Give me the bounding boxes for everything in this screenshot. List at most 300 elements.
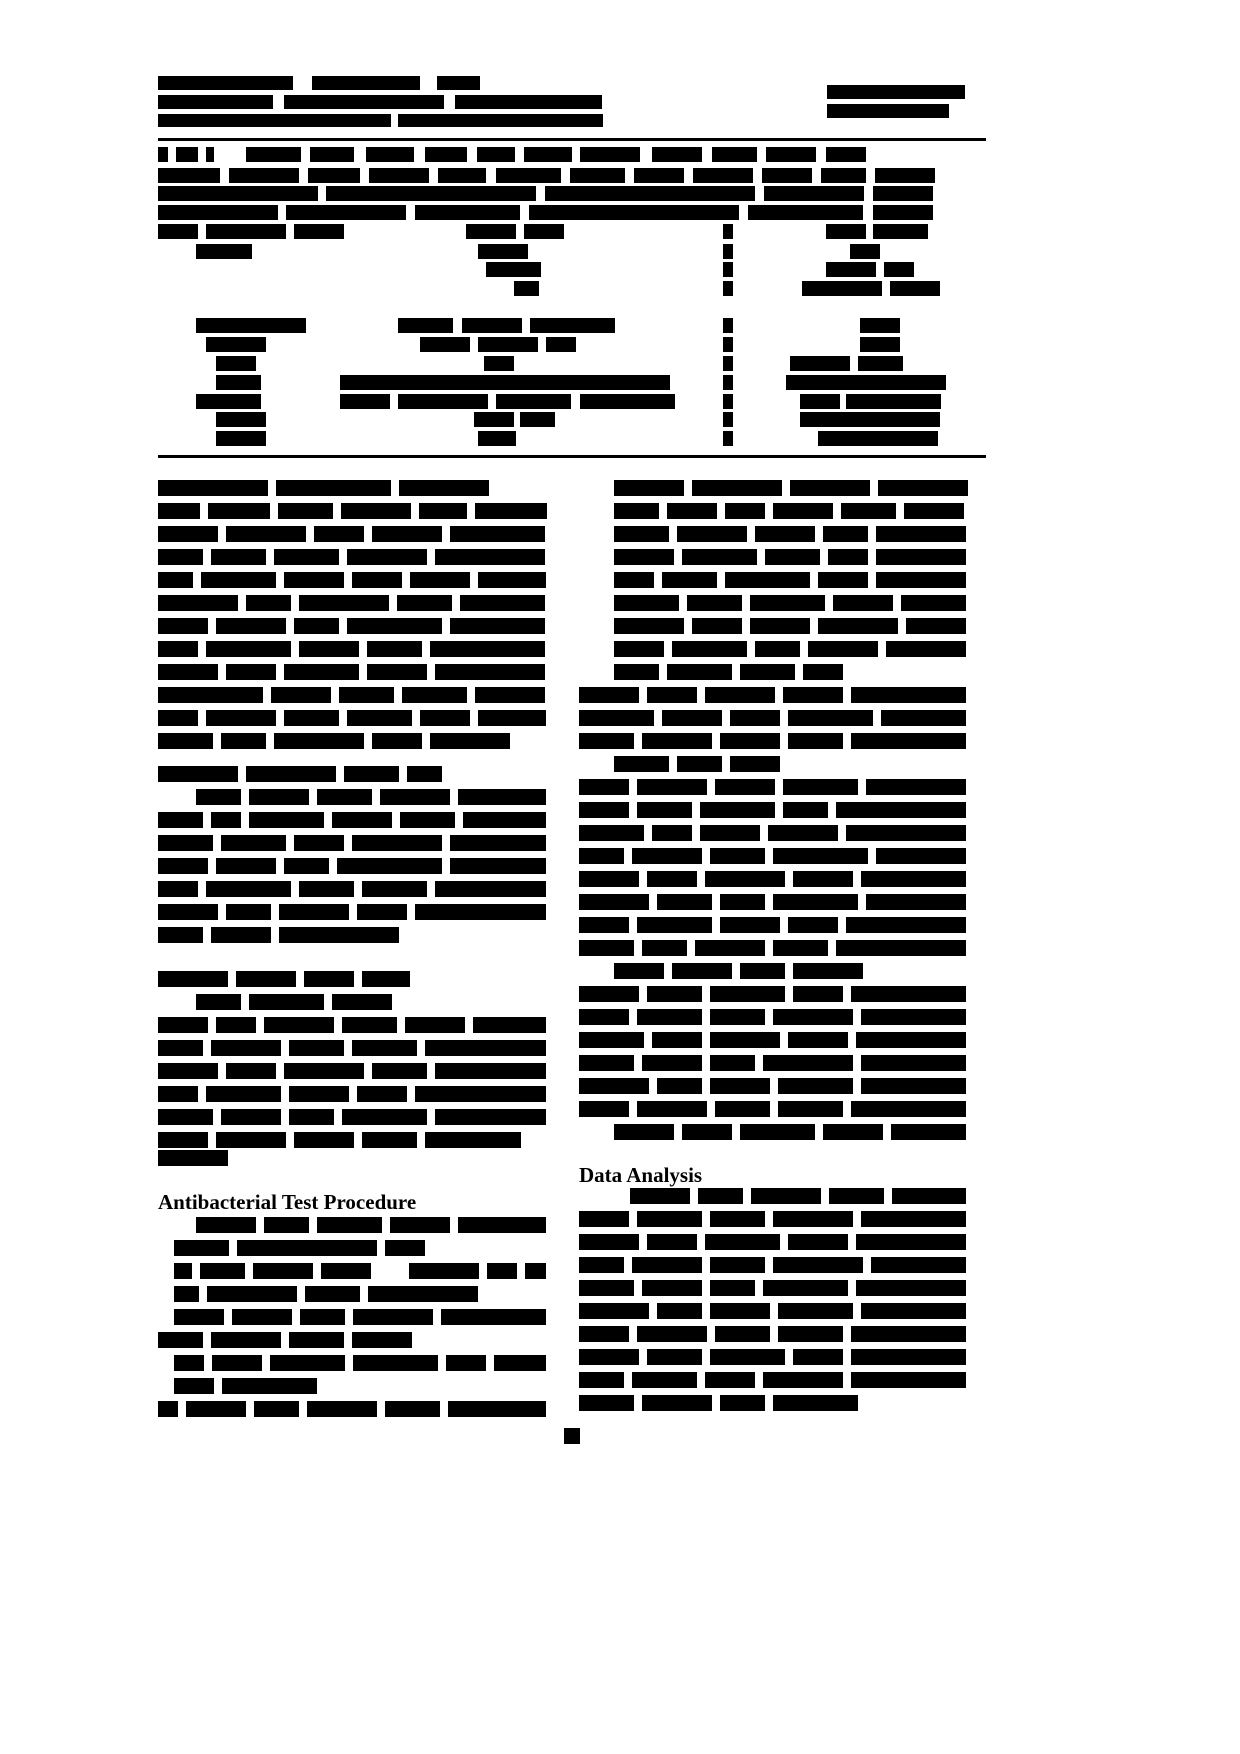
redacted-text-block: [158, 1040, 203, 1056]
redacted-text-block: [647, 1349, 702, 1365]
redacted-text-block: [425, 147, 467, 162]
redacted-text-block: [352, 1332, 412, 1348]
redacted-text-block: [800, 394, 840, 409]
redacted-text-block: [579, 802, 629, 818]
redacted-text-block: [875, 168, 935, 183]
redacted-text-block: [284, 572, 344, 588]
redacted-text-block: [579, 1055, 634, 1071]
redacted-text-block: [783, 779, 858, 795]
redacted-text-block: [637, 802, 692, 818]
redacted-text-block: [614, 1124, 674, 1140]
redacted-text-block: [196, 394, 261, 409]
redacted-text-block: [462, 318, 522, 333]
redacted-text-block: [642, 1055, 702, 1071]
redacted-text-block: [221, 1109, 281, 1125]
redacted-text-block: [748, 205, 863, 220]
redacted-text-block: [710, 986, 785, 1002]
redacted-text-block: [206, 641, 291, 657]
redacted-text-block: [723, 337, 733, 352]
redacted-text-block: [692, 618, 742, 634]
redacted-text-block: [846, 394, 941, 409]
redacted-text-block: [524, 147, 572, 162]
redacted-text-block: [529, 205, 739, 220]
redacted-text-block: [823, 526, 868, 542]
redacted-text-block: [579, 1032, 644, 1048]
redacted-text-block: [778, 1303, 853, 1319]
redacted-text-block: [672, 963, 732, 979]
redacted-text-block: [342, 1017, 397, 1033]
redacted-text-block: [174, 1378, 214, 1394]
redacted-text-block: [294, 835, 344, 851]
redacted-text-block: [397, 595, 452, 611]
redacted-text-block: [438, 168, 486, 183]
redacted-text-block: [369, 168, 429, 183]
redacted-text-block: [579, 1257, 624, 1273]
redacted-text-block: [710, 1349, 785, 1365]
redacted-text-block: [342, 1109, 427, 1125]
redacted-text-block: [362, 881, 427, 897]
redacted-text-block: [579, 825, 644, 841]
redacted-text-block: [402, 687, 467, 703]
redacted-text-block: [720, 894, 765, 910]
redacted-text-block: [455, 95, 602, 109]
redacted-text-block: [773, 1395, 858, 1411]
redacted-text-block: [300, 1309, 345, 1325]
redacted-text-block: [289, 1040, 344, 1056]
redacted-text-block: [207, 1286, 297, 1302]
redacted-text-block: [715, 1101, 770, 1117]
redacted-text-block: [700, 802, 775, 818]
redacted-text-block: [766, 147, 816, 162]
redacted-text-block: [514, 281, 539, 296]
redacted-text-block: [484, 356, 514, 371]
redacted-text-block: [372, 526, 442, 542]
redacted-text-block: [642, 940, 687, 956]
redacted-text-block: [415, 904, 546, 920]
redacted-text-block: [200, 1263, 245, 1279]
redacted-text-block: [881, 710, 966, 726]
redacted-text-block: [579, 733, 634, 749]
redacted-text-block: [332, 994, 392, 1010]
redacted-text-block: [337, 858, 442, 874]
redacted-text-block: [873, 186, 933, 201]
redacted-text-block: [851, 687, 966, 703]
redacted-text-block: [158, 205, 278, 220]
redacted-text-block: [206, 337, 266, 352]
redacted-text-block: [158, 835, 213, 851]
redacted-text-block: [347, 710, 412, 726]
redacted-text-block: [579, 1234, 639, 1250]
redacted-text-block: [496, 168, 561, 183]
redacted-text-block: [478, 337, 538, 352]
redacted-text-block: [579, 779, 629, 795]
redacted-text-block: [698, 1188, 743, 1204]
redacted-text-block: [158, 1150, 228, 1166]
redacted-text-block: [435, 881, 546, 897]
redacted-text-block: [826, 262, 876, 277]
redacted-text-block: [705, 1372, 755, 1388]
redacted-text-block: [710, 1055, 755, 1071]
redacted-text-block: [341, 503, 411, 519]
redacted-text-block: [279, 904, 349, 920]
redacted-text-block: [693, 168, 753, 183]
redacted-text-block: [818, 431, 938, 446]
redacted-text-block: [632, 1257, 702, 1273]
redacted-text-block: [579, 1009, 629, 1025]
redacted-text-block: [158, 224, 198, 239]
redacted-text-block: [579, 687, 639, 703]
redacted-text-block: [477, 147, 515, 162]
redacted-text-block: [614, 549, 674, 565]
redacted-text-block: [206, 147, 214, 162]
redacted-text-block: [715, 1326, 770, 1342]
redacted-text-block: [579, 1326, 629, 1342]
redacted-text-block: [667, 664, 732, 680]
redacted-text-block: [400, 812, 455, 828]
redacted-text-block: [871, 1257, 966, 1273]
redacted-text-block: [430, 733, 510, 749]
redacted-text-block: [415, 1086, 546, 1102]
redacted-text-block: [478, 710, 546, 726]
redacted-text-block: [873, 205, 933, 220]
redacted-text-block: [158, 904, 218, 920]
redacted-text-block: [196, 1217, 256, 1233]
redacted-text-block: [788, 710, 873, 726]
redacted-text-block: [314, 526, 364, 542]
redacted-text-block: [216, 431, 266, 446]
redacted-text-block: [730, 756, 780, 772]
redacted-text-block: [274, 733, 364, 749]
redacted-text-block: [818, 572, 868, 588]
redacted-text-block: [174, 1286, 199, 1302]
redacted-text-block: [740, 664, 795, 680]
redacted-text-block: [579, 894, 649, 910]
redacted-text-block: [860, 337, 900, 352]
redacted-text-block: [326, 186, 536, 201]
redacted-text-block: [614, 572, 654, 588]
redacted-text-block: [253, 1263, 313, 1279]
redacted-text-block: [642, 1280, 702, 1296]
redacted-text-block: [435, 1063, 546, 1079]
redacted-text-block: [579, 1349, 639, 1365]
redacted-text-block: [158, 687, 263, 703]
redacted-text-block: [249, 812, 324, 828]
redacted-text-block: [637, 917, 712, 933]
redacted-text-block: [647, 986, 702, 1002]
redacted-text-block: [486, 262, 541, 277]
redacted-text-block: [226, 526, 306, 542]
redacted-text-block: [357, 1086, 407, 1102]
redacted-text-block: [246, 595, 291, 611]
redacted-text-block: [755, 526, 815, 542]
redacted-text-block: [340, 375, 670, 390]
redacted-text-block: [158, 641, 198, 657]
redacted-text-block: [723, 412, 733, 427]
redacted-text-block: [793, 986, 843, 1002]
redacted-text-block: [307, 1401, 377, 1417]
redacted-text-block: [614, 641, 664, 657]
redacted-text-block: [196, 244, 252, 259]
redacted-text-block: [353, 1355, 438, 1371]
redacted-text-block: [216, 858, 276, 874]
redacted-text-block: [723, 244, 733, 259]
redacted-text-block: [829, 1188, 884, 1204]
redacted-text-block: [901, 595, 966, 611]
redacted-text-block: [385, 1240, 425, 1256]
redacted-text-block: [647, 1234, 697, 1250]
redacted-text-block: [710, 1032, 780, 1048]
redacted-text-block: [851, 733, 966, 749]
redacted-text-block: [723, 318, 733, 333]
redacted-text-block: [580, 147, 640, 162]
redacted-text-block: [765, 549, 820, 565]
redacted-text-block: [614, 480, 684, 496]
redacted-text-block: [158, 881, 198, 897]
redacted-text-block: [866, 779, 966, 795]
redacted-text-block: [788, 917, 838, 933]
redacted-text-block: [652, 147, 702, 162]
redacted-text-block: [448, 1401, 546, 1417]
redacted-text-block: [614, 963, 664, 979]
redacted-text-block: [827, 85, 965, 99]
redacted-text-block: [634, 168, 684, 183]
redacted-text-block: [196, 789, 241, 805]
redacted-text-block: [892, 1188, 966, 1204]
redacted-text-block: [478, 572, 546, 588]
redacted-text-block: [158, 526, 218, 542]
redacted-text-block: [525, 1263, 546, 1279]
redacted-text-block: [478, 431, 516, 446]
redacted-text-block: [437, 76, 480, 90]
redacted-text-block: [362, 971, 410, 987]
redacted-text-block: [884, 262, 914, 277]
redacted-text-block: [836, 802, 966, 818]
redacted-text-block: [362, 1132, 417, 1148]
redacted-text-block: [808, 641, 878, 657]
redacted-text-block: [446, 1355, 486, 1371]
redacted-text-block: [206, 881, 291, 897]
section-heading-antibacterial-test-procedure: Antibacterial Test Procedure: [158, 1190, 417, 1214]
redacted-text-block: [725, 572, 810, 588]
redacted-text-block: [836, 940, 966, 956]
redacted-text-block: [579, 917, 629, 933]
redacted-text-block: [695, 940, 765, 956]
redacted-text-block: [861, 1055, 966, 1071]
redacted-text-block: [254, 1401, 299, 1417]
redacted-text-block: [158, 595, 238, 611]
redacted-text-block: [579, 1303, 649, 1319]
redacted-text-block: [730, 710, 780, 726]
redacted-text-block: [773, 503, 833, 519]
redacted-text-block: [158, 812, 203, 828]
redacted-text-block: [637, 1211, 702, 1227]
redacted-text-block: [788, 1234, 848, 1250]
redacted-text-block: [725, 503, 765, 519]
redacted-text-block: [466, 224, 516, 239]
redacted-text-block: [232, 1309, 292, 1325]
redacted-text-block: [788, 1032, 848, 1048]
redacted-text-block: [496, 394, 571, 409]
redacted-text-block: [216, 1132, 286, 1148]
redacted-text-block: [284, 664, 359, 680]
redacted-text-block: [652, 1032, 702, 1048]
redacted-text-block: [409, 1263, 479, 1279]
redacted-text-block: [211, 549, 266, 565]
redacted-text-block: [861, 871, 966, 887]
redacted-text-block: [158, 733, 213, 749]
redacted-text-block: [778, 1078, 853, 1094]
redacted-text-block: [876, 526, 966, 542]
redacted-text-block: [700, 825, 760, 841]
redacted-text-block: [530, 318, 615, 333]
redacted-text-block: [450, 526, 545, 542]
redacted-text-block: [174, 1355, 204, 1371]
redacted-text-block: [851, 986, 966, 1002]
redacted-text-block: [579, 710, 654, 726]
redacted-text-block: [463, 812, 546, 828]
redacted-text-block: [236, 971, 296, 987]
redacted-text-block: [750, 618, 810, 634]
redacted-text-block: [458, 1217, 546, 1233]
redacted-text-block: [833, 595, 893, 611]
redacted-text-block: [579, 1280, 634, 1296]
redacted-text-block: [579, 871, 639, 887]
page-number-marker: [564, 1428, 580, 1444]
redacted-text-block: [860, 318, 900, 333]
redacted-text-block: [846, 825, 966, 841]
redacted-text-block: [783, 802, 828, 818]
redacted-text-block: [793, 963, 863, 979]
redacted-text-block: [246, 147, 301, 162]
redacted-text-block: [264, 1217, 309, 1233]
redacted-text-block: [339, 687, 394, 703]
redacted-text-block: [790, 480, 870, 496]
redacted-text-block: [390, 1217, 450, 1233]
redacted-text-block: [294, 618, 339, 634]
redacted-text-block: [458, 789, 546, 805]
redacted-text-block: [710, 1211, 765, 1227]
redacted-text-block: [614, 664, 659, 680]
redacted-text-block: [415, 205, 520, 220]
redacted-text-block: [206, 1086, 281, 1102]
redacted-text-block: [321, 1263, 371, 1279]
redacted-text-block: [226, 1063, 276, 1079]
redacted-text-block: [876, 572, 966, 588]
redacted-text-block: [212, 1355, 262, 1371]
redacted-text-block: [773, 1211, 853, 1227]
redacted-text-block: [211, 1040, 281, 1056]
redacted-text-block: [274, 549, 339, 565]
redacted-text-block: [158, 664, 218, 680]
redacted-text-block: [286, 205, 406, 220]
redacted-text-block: [682, 549, 757, 565]
redacted-text-block: [768, 825, 838, 841]
redacted-text-block: [208, 503, 270, 519]
redacted-text-block: [773, 1009, 853, 1025]
redacted-text-block: [158, 1086, 198, 1102]
redacted-text-block: [827, 104, 949, 118]
redacted-text-block: [614, 595, 679, 611]
redacted-text-block: [305, 1286, 360, 1302]
redacted-text-block: [778, 1101, 843, 1117]
redacted-text-block: [279, 927, 399, 943]
redacted-text-block: [158, 1132, 208, 1148]
redacted-text-block: [720, 1395, 765, 1411]
redacted-text-block: [399, 480, 489, 496]
redacted-text-block: [662, 710, 722, 726]
redacted-text-block: [763, 1280, 848, 1296]
redacted-text-block: [723, 431, 733, 446]
redacted-text-block: [579, 1211, 629, 1227]
redacted-text-block: [642, 733, 712, 749]
redacted-text-block: [773, 848, 868, 864]
redacted-text-block: [435, 664, 545, 680]
redacted-text-block: [317, 1217, 382, 1233]
redacted-text-block: [692, 480, 782, 496]
redacted-text-block: [410, 572, 470, 588]
redacted-text-block: [637, 779, 707, 795]
redacted-text-block: [637, 1009, 702, 1025]
redacted-text-block: [344, 766, 399, 782]
redacted-text-block: [216, 356, 256, 371]
redacted-text-block: [846, 917, 966, 933]
redacted-text-block: [657, 894, 712, 910]
redacted-text-block: [347, 618, 442, 634]
redacted-text-block: [368, 1286, 478, 1302]
redacted-text-block: [524, 224, 564, 239]
redacted-text-block: [861, 1009, 966, 1025]
redacted-text-block: [878, 480, 968, 496]
redacted-text-block: [229, 168, 299, 183]
redacted-text-block: [750, 595, 825, 611]
redacted-text-block: [284, 710, 339, 726]
redacted-text-block: [158, 1332, 203, 1348]
redacted-text-block: [276, 480, 391, 496]
redacted-text-block: [710, 1280, 755, 1296]
redacted-text-block: [367, 641, 422, 657]
redacted-text-block: [856, 1032, 966, 1048]
redacted-text-block: [763, 1055, 853, 1071]
redacted-text-block: [570, 168, 625, 183]
redacted-text-block: [460, 595, 545, 611]
redacted-text-block: [176, 147, 198, 162]
redacted-text-block: [788, 733, 843, 749]
redacted-text-block: [158, 1109, 213, 1125]
redacted-text-block: [221, 835, 286, 851]
redacted-text-block: [249, 994, 324, 1010]
redacted-text-block: [723, 224, 733, 239]
redacted-text-block: [793, 871, 853, 887]
redacted-text-block: [299, 881, 354, 897]
redacted-text-block: [778, 1326, 843, 1342]
redacted-text-block: [158, 480, 268, 496]
redacted-text-block: [201, 572, 276, 588]
redacted-text-block: [158, 927, 203, 943]
redacted-text-block: [435, 549, 545, 565]
redacted-text-block: [158, 1401, 178, 1417]
redacted-text-block: [614, 503, 659, 519]
redacted-text-block: [419, 503, 467, 519]
redacted-text-block: [158, 618, 208, 634]
redacted-text-block: [545, 186, 755, 201]
redacted-text-block: [158, 971, 228, 987]
redacted-text-block: [367, 664, 427, 680]
redacted-text-block: [740, 1124, 815, 1140]
redacted-text-block: [662, 572, 717, 588]
redacted-text-block: [723, 394, 733, 409]
redacted-text-block: [450, 858, 546, 874]
redacted-text-block: [818, 618, 898, 634]
